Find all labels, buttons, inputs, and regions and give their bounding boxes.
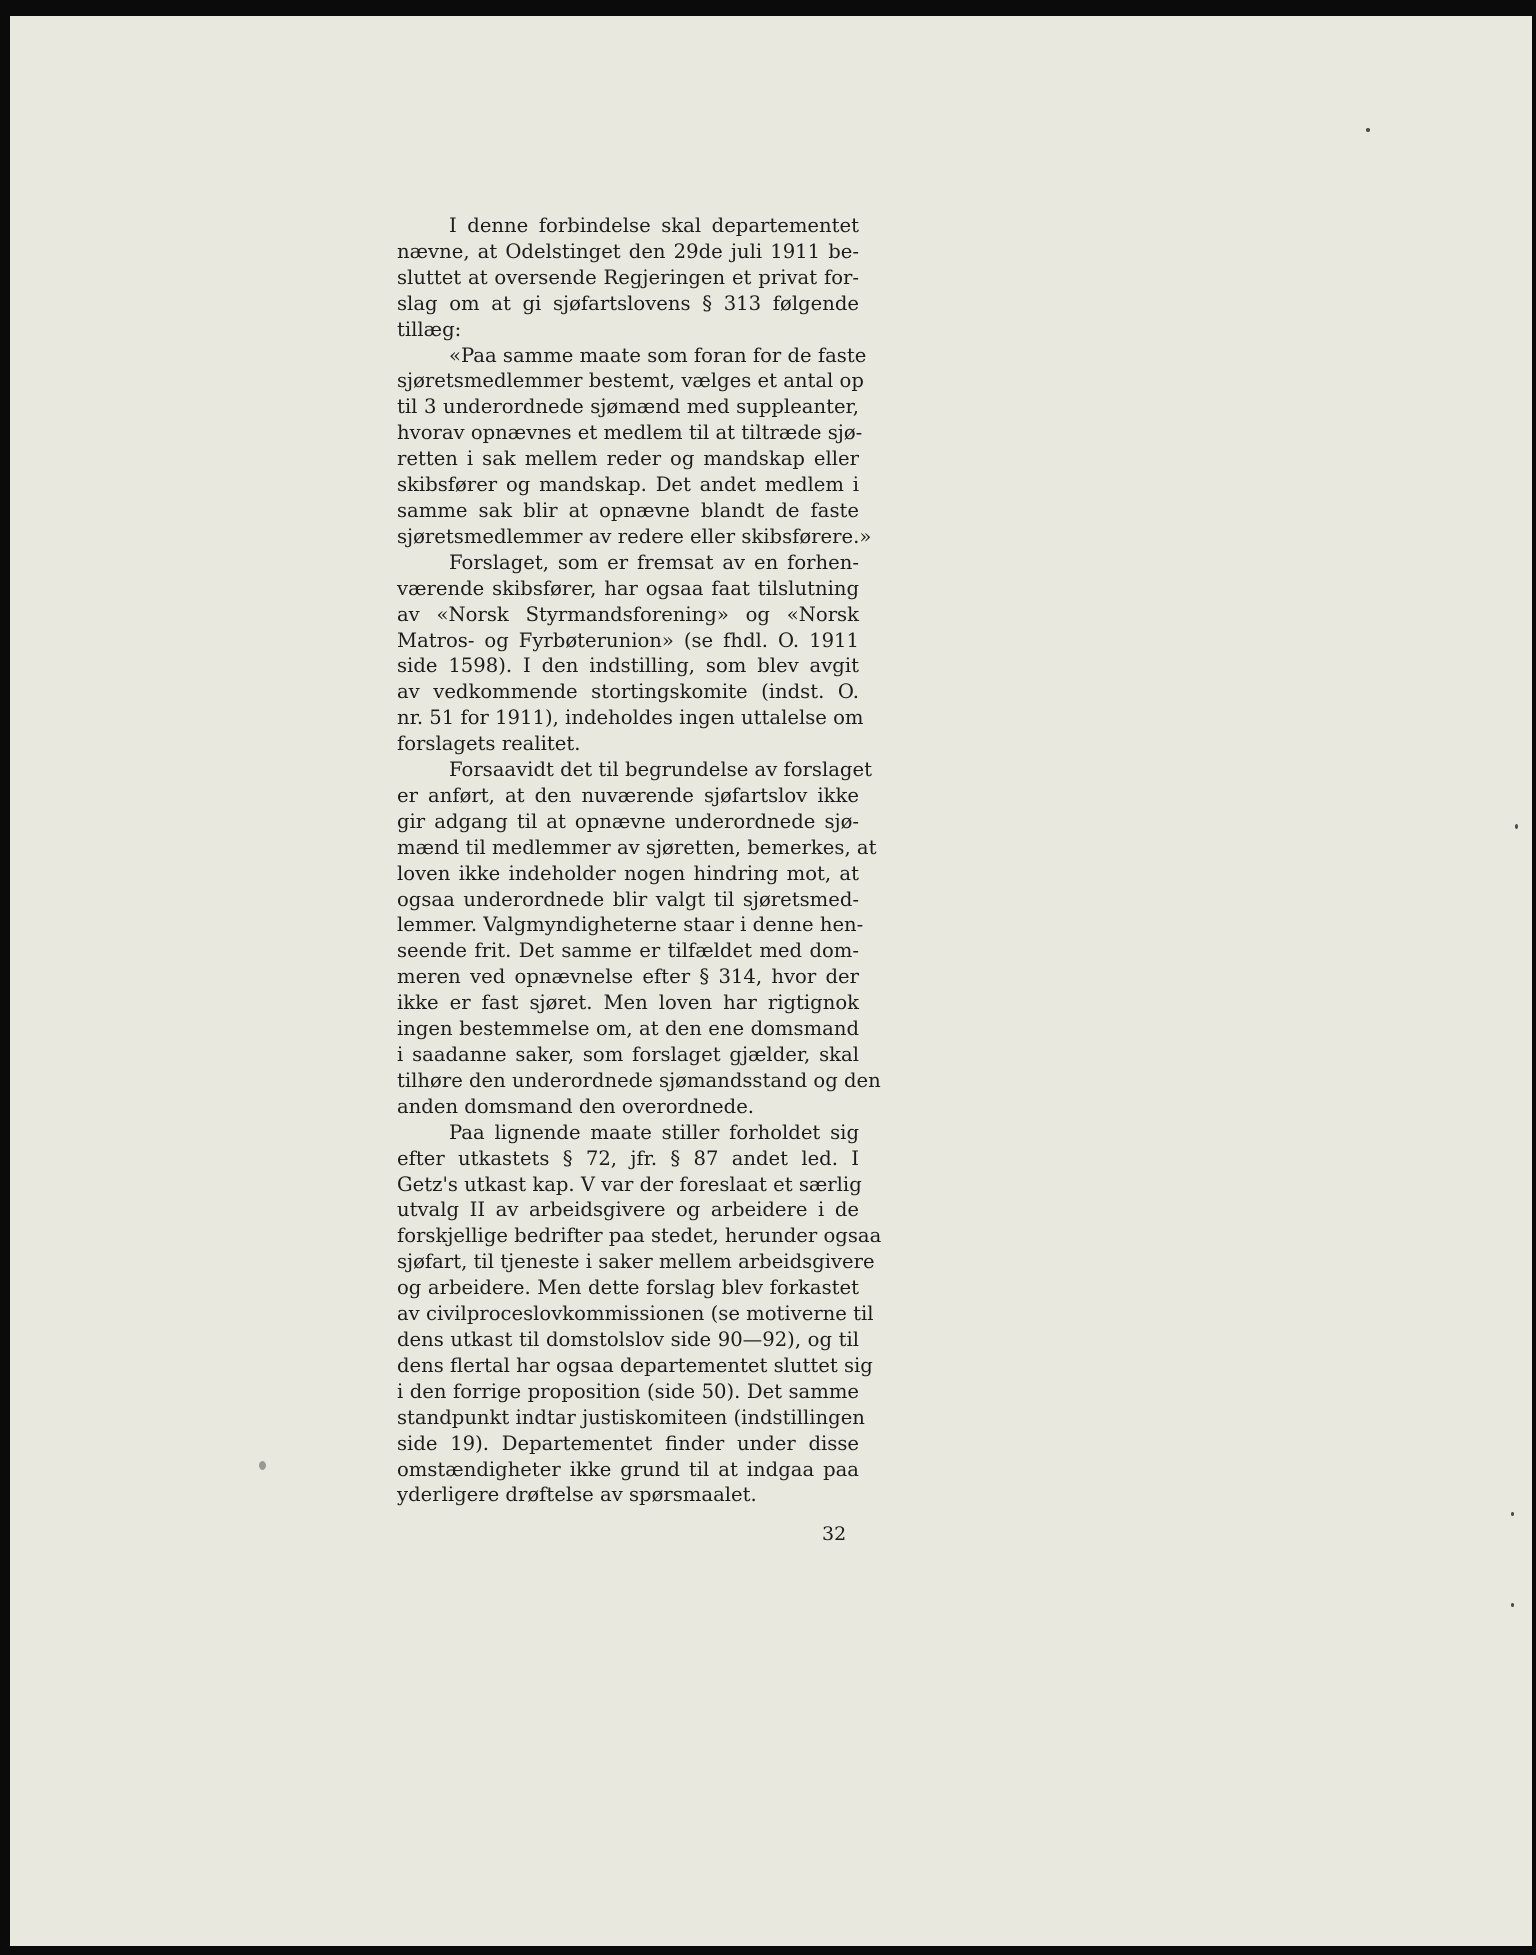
text-line: side 1598). I den indstilling, som blev avgit (397, 654, 859, 678)
scanned-page (10, 16, 1532, 1946)
scan-speck (1511, 1512, 1514, 1516)
text-line: sluttet at oversende Regjeringen et privat for- (397, 265, 859, 289)
text-line: ingen bestemmelse om, at den ene domsmand (397, 1017, 859, 1041)
text-line: av civilproceslovkommissionen (se motiverne til (397, 1302, 874, 1326)
text-line: efter utkastets § 72, jfr. § 87 andet led. I (397, 1146, 859, 1170)
text-line: tilhøre den underordnede sjømandsstand og den (397, 1068, 881, 1092)
text-line: omstændigheter ikke grund til at indgaa paa (397, 1457, 859, 1481)
scan-speck (1511, 1603, 1514, 1607)
text-line: dens utkast til domstolslov side 90—92), og til (397, 1327, 859, 1351)
body-text (397, 213, 882, 1508)
text-line: nævne, at Odelstinget den 29de juli 1911 be- (397, 239, 859, 263)
text-line: Forslaget, som er fremsat av en forhen- (449, 550, 859, 574)
text-line: mænd til medlemmer av sjøretten, bemerkes, at (397, 835, 877, 859)
text-line: ikke er fast sjøret. Men loven har rigtignok (397, 991, 859, 1015)
text-line: slag om at gi sjøfartslovens § 313 følgende (397, 291, 859, 315)
text-line: forslagets realitet. (397, 732, 581, 756)
scan-speck (1366, 128, 1370, 132)
text-line: sjøretsmedlemmer av redere eller skibsførere.» (397, 524, 872, 548)
text-line: av vedkommende stortingskomite (indst. O. (397, 680, 859, 704)
page-number: 32 (822, 1523, 847, 1545)
text-line: sjøretsmedlemmer bestemt, vælges et antal op (397, 369, 864, 393)
text-line: samme sak blir at opnævne blandt de faste (397, 498, 859, 522)
text-line: Forsaavidt det til begrundelse av forslaget (449, 758, 872, 782)
text-line: lemmer. Valgmyndigheterne staar i denne hen- (397, 913, 864, 937)
scan-speck (259, 1461, 266, 1470)
text-line: standpunkt indtar justiskomiteen (indstillingen (397, 1405, 865, 1429)
text-line: skibsfører og mandskap. Det andet medlem i (397, 473, 859, 497)
text-line: utvalg II av arbeidsgivere og arbeidere i de (397, 1198, 859, 1222)
text-line: loven ikke indeholder nogen hindring mot, at (397, 861, 859, 885)
text-line: værende skibsfører, har ogsaa faat tilslutning (397, 576, 859, 600)
text-line: hvorav opnævnes et medlem til at tiltræde sjø- (397, 421, 863, 445)
text-line: seende frit. Det samme er tilfældet med dom- (397, 939, 859, 963)
text-line: meren ved opnævnelse efter § 314, hvor der (397, 965, 859, 989)
text-line: av «Norsk Styrmandsforening» og «Norsk (397, 602, 859, 626)
text-line: ogsaa underordnede blir valgt til sjøretsmed- (397, 887, 859, 911)
text-line: forskjellige bedrifter paa stedet, herunder ogsaa (397, 1224, 882, 1248)
text-line: til 3 underordnede sjømænd med suppleanter, (397, 395, 859, 419)
text-line: «Paa samme maate som foran for de faste (449, 343, 867, 367)
text-line: Getz's utkast kap. V var der foreslaat et særlig (397, 1172, 862, 1196)
text-line: side 19). Departementet finder under disse (397, 1431, 859, 1455)
text-line: er anført, at den nuværende sjøfartslov ikke (397, 783, 859, 807)
text-line: gir adgang til at opnævne underordnede sjø- (397, 809, 859, 833)
text-line: Paa lignende maate stiller forholdet sig (449, 1120, 859, 1144)
text-line: og arbeidere. Men dette forslag blev forkastet (397, 1276, 859, 1300)
text-line: I denne forbindelse skal departementet (449, 214, 859, 237)
text-line: dens flertal har ogsaa departementet sluttet sig (397, 1353, 873, 1377)
text-line: retten i sak mellem reder og mandskap eller (397, 447, 859, 471)
text-line: i den forrige proposition (side 50). Det samme (397, 1379, 859, 1403)
text-line: sjøfart, til tjeneste i saker mellem arbeidsgivere (397, 1250, 875, 1274)
text-line: yderligere drøftelse av spørsmaalet. (397, 1483, 757, 1507)
text-line: anden domsmand den overordnede. (397, 1094, 755, 1118)
text-line: i saadanne saker, som forslaget gjælder, skal (397, 1043, 859, 1066)
text-line: nr. 51 for 1911), indeholdes ingen uttalelse om (397, 706, 864, 730)
text-line: Matros- og Fyrbøterunion» (se fhdl. O. 1911 (397, 628, 859, 652)
text-line: tillæg: (397, 317, 462, 341)
scan-speck (1515, 824, 1518, 829)
